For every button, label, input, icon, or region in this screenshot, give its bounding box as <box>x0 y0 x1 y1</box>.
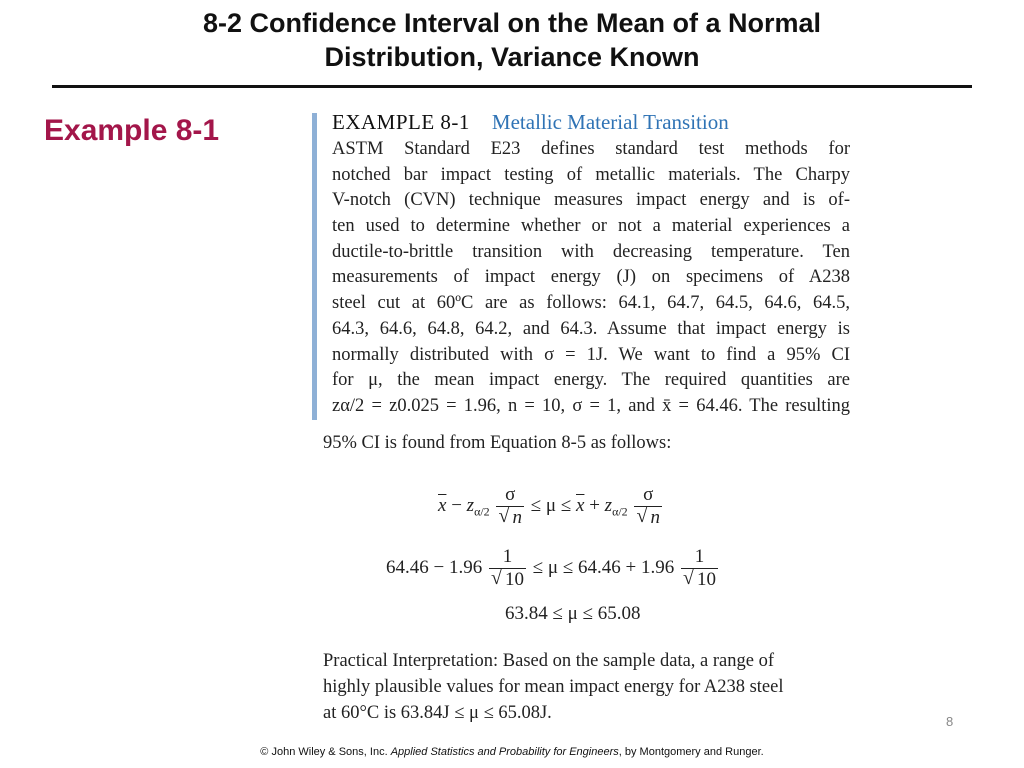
sqrt-sign: √ 10 <box>682 567 716 590</box>
example-body-line: notched bar impact testing of metallic materials. The Charpy <box>332 164 850 185</box>
slide-title <box>60 6 964 74</box>
z-subscript: α/2 <box>474 504 490 519</box>
title-underline <box>52 85 972 88</box>
example-heading-title: Metallic Material Transition <box>491 110 729 134</box>
example-label: Example 8-1 <box>44 114 220 147</box>
one-over-root-ten <box>681 546 718 591</box>
example-body <box>332 137 850 420</box>
example-body-line: ductile-to-brittle transition with decreasing temperature. Ten <box>332 241 850 262</box>
fraction-denominator <box>496 506 524 529</box>
mu-symbol: μ <box>545 494 557 516</box>
page-number: 8 <box>946 714 954 729</box>
footer-suffix: , by Montgomery and Runger. <box>618 746 764 758</box>
example-heading-label: EXAMPLE 8-1 <box>332 110 470 134</box>
xbar-symbol: $\overline{x}$ <box>438 494 447 516</box>
ci-formula-substituted <box>386 546 720 591</box>
example-body-line: measurements of impact energy (J) on specimens of A238 <box>332 267 850 288</box>
example-body-line: V-notch (CVN) technique measures impact energy and is of- <box>332 190 850 211</box>
slide-title-line-2: Distribution, Variance Known <box>324 42 700 72</box>
slide-title-line-1: 8-2 Confidence Interval on the Mean of a Normal <box>202 8 822 38</box>
practical-interpretation <box>323 648 871 726</box>
example-side-bar <box>312 113 317 420</box>
example-heading <box>332 110 729 135</box>
interpretation-line: highly plausible values for mean impact energy for A238 steel <box>323 677 784 697</box>
fraction-numerator: σ <box>505 484 516 505</box>
sqrt-sign: √ 10 <box>490 567 524 590</box>
sqrt-argument: 10 <box>696 569 716 590</box>
z-symbol: z <box>466 494 475 516</box>
example-body-line: 64.3, 64.6, 64.8, 64.2, and 64.3. Assume that impact energy is <box>332 318 850 339</box>
ci-formula-general <box>438 484 664 529</box>
equation-lead-in: 95% CI is found from Equation 8-5 as follows: <box>323 433 672 453</box>
ci-result: 63.84 ≤ μ ≤ 65.08 <box>505 603 641 624</box>
footer-book-title: Applied Statistics and Probability for Engineers <box>390 746 619 758</box>
sqrt-sign: √ n <box>498 505 522 528</box>
example-body-line: for μ, the mean impact energy. The required quantities are <box>332 370 850 391</box>
example-body-line: zα/2 = z0.025 = 1.96, n = 10, σ = 1, and x̄ = 64.46. The resulting <box>332 395 850 416</box>
fraction-denominator <box>681 568 718 591</box>
example-body-line: ASTM Standard E23 defines standard test methods for <box>332 139 850 159</box>
sigma-over-root-n <box>634 484 662 529</box>
equation-left: 64.46 − 1.96 <box>386 556 483 578</box>
fraction-denominator <box>489 568 526 591</box>
sqrt-argument: 10 <box>504 569 524 590</box>
interpretation-line: at 60°C is 63.84J ≤ μ ≤ 65.08J. <box>323 703 552 723</box>
fraction-numerator: 1 <box>502 546 513 567</box>
footer-prefix: © John Wiley & Sons, Inc. <box>260 746 391 758</box>
z-symbol: z <box>604 494 613 516</box>
sigma-over-root-n <box>496 484 524 529</box>
equation-middle: ≤ μ ≤ 64.46 + 1.96 <box>532 556 675 578</box>
fraction-numerator: 1 <box>694 546 705 567</box>
le-sign: ≤ <box>530 494 542 516</box>
xbar-symbol: $\overline{x}$ <box>576 494 585 516</box>
interpretation-line: Practical Interpretation: Based on the sample data, a range of <box>323 651 775 671</box>
z-subscript: α/2 <box>612 504 628 519</box>
example-body-line: ten used to determine whether or not a material experiences a <box>332 216 850 237</box>
plus-sign: + <box>589 494 600 516</box>
copyright-footer <box>0 746 1024 758</box>
sqrt-argument: n <box>512 507 522 528</box>
fraction-denominator <box>634 506 662 529</box>
sqrt-argument: n <box>650 507 660 528</box>
example-body-line: normally distributed with σ = 1J. We want to find a 95% CI <box>332 344 850 365</box>
one-over-root-ten <box>489 546 526 591</box>
sqrt-sign: √ n <box>636 505 660 528</box>
minus-sign: − <box>451 494 462 516</box>
fraction-numerator: σ <box>643 484 654 505</box>
le-sign: ≤ <box>560 494 572 516</box>
example-body-line: steel cut at 60ºC are as follows: 64.1, 64.7, 64.5, 64.6, 64.5, <box>332 293 850 314</box>
